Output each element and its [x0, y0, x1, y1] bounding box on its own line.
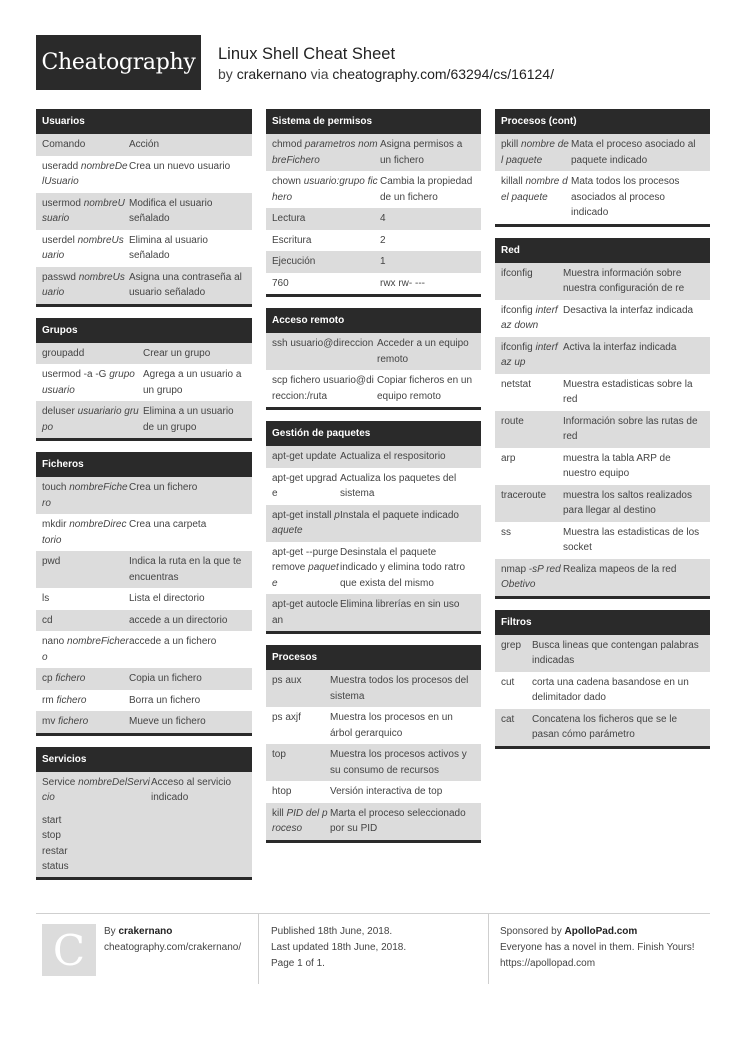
command-cell — [272, 449, 340, 465]
command-name: Escritura — [272, 234, 312, 246]
table-row — [36, 551, 252, 588]
description-cell: Busca lineas que contengan palabras indicadas — [532, 639, 699, 666]
table-row — [266, 542, 481, 595]
description-cell: muestra la tabla ARP de nuestro equipo — [563, 452, 671, 479]
service-action: restar — [42, 845, 68, 857]
service-action: stop — [42, 830, 61, 841]
page-title: Linux Shell Cheat Sheet — [218, 45, 396, 63]
table-row — [495, 337, 710, 374]
table-row — [36, 343, 252, 365]
section-title: Grupos — [36, 318, 252, 343]
via-label: via — [310, 66, 329, 82]
command-cell — [272, 233, 380, 249]
page-subtitle — [218, 66, 554, 82]
table-row — [266, 594, 481, 631]
description-cell: Asigna permisos a un fichero — [380, 139, 463, 166]
table-row — [495, 171, 710, 224]
description-cell: Indica la ruta en la que te encuentras — [129, 556, 242, 583]
command-name: passwd — [42, 271, 76, 283]
command-name: mv — [42, 716, 56, 727]
section-gestion-de-paquetes — [266, 421, 481, 634]
command-cell — [42, 554, 129, 585]
command-name: Lectura — [272, 213, 306, 224]
sponsor-url[interactable]: https://apollopad.com — [500, 958, 596, 969]
section-rows — [36, 772, 252, 809]
description-cell: Cambia la propiedad de un fichero — [380, 176, 473, 203]
footer-divider — [488, 914, 489, 984]
command-argument: paquete — [272, 562, 339, 589]
description-cell: Muestra las estadisticas de los socket — [563, 526, 700, 553]
section-title: Servicios — [36, 747, 252, 772]
by-label: by — [218, 66, 233, 82]
description-cell: Asigna una contraseña al usuario señalado — [129, 271, 242, 298]
table-row — [266, 251, 481, 273]
cheatography-logo[interactable]: Cheatography — [36, 35, 201, 90]
command-argument: nombre del paquete — [501, 176, 568, 203]
command-argument: grupo usuario — [42, 369, 135, 396]
description-cell: Acción — [129, 139, 160, 150]
table-row — [36, 230, 252, 267]
description-cell: Elimina a un usuario de un grupo — [143, 406, 234, 433]
description-cell: 2 — [380, 234, 386, 246]
section-filtros — [495, 610, 710, 749]
table-row — [36, 477, 252, 514]
section-procesos-cont — [495, 109, 710, 227]
command-argument: PID del proceso — [272, 807, 328, 834]
command-cell — [272, 137, 380, 168]
command-cell — [42, 634, 129, 665]
command-cell — [272, 276, 380, 292]
description-cell: Agrega a un usuario a un grupo — [143, 369, 242, 396]
table-row — [266, 803, 481, 840]
command-name: ps aux — [272, 675, 302, 686]
section-title: Usuarios — [36, 109, 252, 134]
command-argument: parametros nombreFichero — [272, 139, 378, 166]
command-argument: nombreFichero — [42, 636, 129, 663]
description-cell: Muestra todos los procesos del sistema — [330, 675, 469, 702]
command-name: userdel — [42, 234, 75, 246]
table-row — [266, 670, 481, 707]
footer-sponsor — [500, 924, 695, 972]
command-argument: nombreUsuario — [42, 271, 125, 298]
command-argument: usuario:grupo fichero — [272, 176, 378, 203]
command-name: usermod -a -G — [42, 369, 107, 380]
description-cell: Muestra los procesos en un árbol gerarquico — [330, 712, 453, 739]
command-cell — [42, 346, 143, 362]
command-name: pwd — [42, 556, 61, 567]
description-cell: Actualiza los paquetes del sistema — [340, 472, 457, 499]
table-row — [495, 448, 710, 485]
sponsor-tagline: Everyone has a novel in them. Finish Yours! — [500, 942, 695, 953]
table-row — [36, 610, 252, 632]
command-name: arp — [501, 452, 516, 464]
command-cell — [272, 806, 330, 837]
section-rows — [266, 446, 481, 631]
command-cell — [272, 373, 377, 404]
table-row — [36, 267, 252, 304]
section-servicios — [36, 747, 252, 880]
command-name: chown — [272, 176, 301, 187]
footer-by-label: By — [104, 926, 116, 937]
column-3 — [495, 109, 710, 760]
section-sistema-de-permisos — [266, 109, 481, 297]
section-rows — [36, 343, 252, 439]
command-cell — [272, 710, 330, 741]
command-cell — [272, 597, 340, 628]
table-row — [495, 263, 710, 300]
table-row — [266, 744, 481, 781]
column-1 — [36, 109, 252, 891]
description-cell: Mueve un fichero — [129, 716, 206, 727]
command-name: apt-get install — [272, 509, 332, 521]
section-title: Red — [495, 238, 710, 263]
command-cell — [272, 784, 330, 800]
command-cell — [501, 562, 563, 593]
command-cell — [272, 673, 330, 704]
command-cell — [42, 517, 129, 548]
command-argument: interfaz up — [501, 341, 558, 368]
section-rows — [266, 134, 481, 294]
service-actions — [36, 809, 252, 877]
command-name: mkdir — [42, 519, 67, 530]
command-argument: paquete — [272, 509, 340, 536]
section-title: Procesos — [266, 645, 481, 670]
command-cell — [501, 137, 571, 168]
description-cell: Crear un grupo — [143, 347, 211, 359]
command-name: Ejecución — [272, 256, 316, 267]
command-cell — [272, 747, 330, 778]
footer-dates — [271, 924, 406, 972]
description-cell: Concatena los ficheros que se le pasan cómo parámetro — [532, 713, 678, 740]
table-row — [495, 411, 710, 448]
command-cell — [42, 270, 129, 301]
table-row — [36, 156, 252, 193]
command-argument: nombre del paquete — [501, 139, 569, 166]
command-name: ifconfig — [501, 304, 533, 316]
table-row — [266, 333, 481, 370]
description-cell: Mata el proceso asociado al paquete indicado — [571, 139, 696, 166]
table-row — [266, 273, 481, 295]
table-row — [266, 230, 481, 252]
command-name: cat — [501, 713, 515, 725]
page-number: Page 1 of 1. — [271, 958, 325, 969]
command-name: traceroute — [501, 489, 547, 501]
description-cell: Elimina librerías en sin uso — [340, 599, 460, 610]
command-name: touch — [42, 482, 67, 493]
command-argument: fichero — [55, 673, 86, 684]
table-row — [495, 134, 710, 171]
command-cell — [42, 404, 143, 435]
table-row — [266, 781, 481, 803]
section-rows — [495, 635, 710, 746]
sheet-footer — [36, 913, 710, 983]
command-cell — [272, 174, 380, 205]
table-row — [266, 446, 481, 468]
command-name: rm — [42, 694, 54, 706]
table-row — [36, 772, 252, 809]
command-name: apt-get upgrade — [272, 472, 338, 499]
section-title: Filtros — [495, 610, 710, 635]
description-cell: Copiar ficheros en un equipo remoto — [377, 375, 473, 402]
command-name: 760 — [272, 277, 289, 289]
command-name: grep — [501, 639, 522, 651]
command-name: deluser — [42, 406, 75, 417]
service-action: status — [42, 861, 69, 872]
description-cell: Crea un fichero — [129, 482, 198, 493]
description-cell: accede a un fichero — [129, 636, 217, 647]
command-argument: nombreUsuario — [42, 234, 124, 261]
description-cell: Marta el proceso seleccionado por su PID — [330, 807, 466, 834]
description-cell: accede a un directorio — [129, 614, 228, 626]
table-row — [495, 374, 710, 411]
sponsored-by-label: Sponsored by — [500, 926, 562, 937]
table-row — [495, 485, 710, 522]
command-cell — [42, 591, 129, 607]
description-cell: Activa la interfaz indicada — [563, 341, 677, 353]
command-cell — [501, 377, 563, 408]
command-cell — [42, 196, 129, 227]
command-name: cd — [42, 614, 53, 626]
section-rows — [495, 134, 710, 224]
command-cell — [501, 451, 563, 482]
command-argument: fichero — [58, 716, 89, 727]
column-2 — [266, 109, 481, 854]
section-title: Gestión de paquetes — [266, 421, 481, 446]
description-cell: muestra los saltos realizados para llegar al destino — [563, 489, 692, 516]
table-row — [266, 134, 481, 171]
sheet-header — [36, 35, 716, 90]
description-cell: Acceso al servicio indicado — [151, 776, 232, 803]
command-argument: nombreFichero — [42, 482, 128, 509]
command-name: ss — [501, 526, 511, 538]
updated-date: Last updated 18th June, 2018. — [271, 942, 407, 953]
section-ficheros — [36, 452, 252, 736]
command-argument: nombreDelServicio — [42, 776, 150, 803]
command-name: apt-get update — [272, 451, 337, 462]
section-acceso-remoto — [266, 308, 481, 410]
command-name: ps axjf — [272, 712, 301, 723]
command-cell — [272, 336, 377, 367]
description-cell: 1 — [380, 256, 386, 267]
sponsor-name[interactable]: ApolloPad.com — [564, 926, 638, 937]
command-cell — [42, 233, 129, 264]
description-cell: Muestra información sobre nuestra configuración de re — [563, 267, 685, 294]
table-row — [495, 559, 710, 596]
command-argument: -sP redObetivo — [501, 563, 561, 590]
description-cell: Crea una carpeta — [129, 519, 207, 530]
service-action: start — [42, 814, 62, 826]
description-cell: Desactiva la interfaz indicada — [563, 304, 694, 316]
description-cell: 4 — [380, 213, 386, 224]
table-row — [36, 364, 252, 401]
table-row — [36, 193, 252, 230]
description-cell: Acceder a un equipo remoto — [377, 338, 469, 365]
command-cell — [501, 174, 571, 221]
command-name: cut — [501, 676, 515, 688]
command-name: scp fichero usuario@direccion:/ruta — [272, 375, 374, 402]
table-row — [266, 707, 481, 744]
command-cell — [42, 159, 129, 190]
command-name: ls — [42, 593, 50, 604]
command-cell — [42, 137, 129, 153]
author-link[interactable]: crakernano — [236, 66, 307, 82]
command-name: Service — [42, 776, 76, 788]
section-rows — [266, 333, 481, 407]
description-cell: Modifica el usuario señalado — [129, 197, 213, 224]
table-row — [36, 401, 252, 438]
command-cell — [42, 775, 151, 806]
description-cell: Desinstala el paquete indicado y elimina todo ratro que exista del mismo — [340, 546, 466, 589]
section-title: Ficheros — [36, 452, 252, 477]
command-name: Comando — [42, 139, 86, 150]
command-cell — [272, 211, 380, 227]
table-row — [266, 208, 481, 230]
description-cell: rwx rw- --- — [380, 277, 425, 289]
command-name: ifconfig — [501, 341, 533, 353]
table-row — [495, 709, 710, 746]
command-cell — [42, 671, 129, 687]
command-name: chmod — [272, 139, 303, 150]
section-red — [495, 238, 710, 599]
table-row — [36, 134, 252, 156]
command-name: nano — [42, 636, 65, 647]
command-name: htop — [272, 786, 292, 797]
footer-author — [104, 924, 241, 956]
description-cell: Muestra los procesos activos y su consumo de recursos — [330, 749, 467, 776]
cheatography-c-logo: C — [42, 924, 96, 976]
table-row — [495, 635, 710, 672]
command-cell — [501, 266, 563, 297]
command-cell — [501, 712, 532, 743]
section-usuarios — [36, 109, 252, 307]
command-name: kill — [272, 807, 284, 819]
sheet-url-link[interactable]: cheatography.com/63294/cs/16124/ — [332, 66, 554, 82]
description-cell: Versión interactiva de top — [330, 786, 443, 797]
section-title: Acceso remoto — [266, 308, 481, 333]
command-name: apt-get --purge remove — [272, 546, 339, 573]
footer-divider — [258, 914, 259, 984]
table-row — [266, 505, 481, 542]
command-cell — [272, 254, 380, 270]
command-argument: fichero — [56, 694, 87, 706]
command-cell — [501, 638, 532, 669]
command-name: ifconfig — [501, 267, 533, 279]
command-name: nmap — [501, 563, 527, 575]
command-cell — [42, 367, 143, 398]
table-row — [266, 370, 481, 407]
table-row — [495, 522, 710, 559]
table-row — [36, 668, 252, 690]
command-name: groupadd — [42, 347, 85, 359]
description-cell: Crea un nuevo usuario — [129, 160, 231, 172]
command-cell — [42, 480, 129, 511]
table-row — [36, 588, 252, 610]
command-name: killall — [501, 176, 523, 187]
footer-author-url[interactable]: cheatography.com/crakernano/ — [104, 942, 242, 953]
section-procesos — [266, 645, 481, 843]
command-argument: usuariario grupo — [42, 406, 139, 433]
description-cell: Información sobre las rutas de red — [563, 415, 698, 442]
description-cell: Instala el paquete indicado — [340, 509, 459, 521]
table-row — [36, 711, 252, 733]
description-cell: Muestra estadisticas sobre la red — [563, 378, 693, 405]
command-cell — [42, 693, 129, 709]
command-cell — [42, 613, 129, 629]
command-argument: nombreUsuario — [42, 197, 125, 224]
command-cell — [501, 525, 563, 556]
table-row — [36, 514, 252, 551]
section-grupos — [36, 318, 252, 442]
command-name: apt-get autoclean — [272, 599, 339, 626]
table-row — [266, 468, 481, 505]
section-rows — [495, 263, 710, 596]
command-cell — [501, 675, 532, 706]
section-rows — [266, 670, 481, 840]
description-cell: Copia un fichero — [129, 673, 202, 684]
command-name: pkill — [501, 139, 519, 150]
command-cell — [501, 340, 563, 371]
section-rows — [36, 134, 252, 304]
section-title: Procesos (cont) — [495, 109, 710, 134]
command-name: useradd — [42, 160, 79, 172]
command-cell — [42, 714, 129, 730]
table-row — [495, 300, 710, 337]
description-cell: corta una cadena basandose en un delimitador dado — [532, 676, 689, 703]
command-cell — [501, 488, 563, 519]
command-argument: nombreDelUsuario — [42, 160, 128, 187]
command-name: ssh usuario@direccion — [272, 338, 374, 349]
description-cell: Lista el directorio — [129, 593, 205, 604]
footer-author-name[interactable]: crakernano — [118, 926, 173, 937]
command-cell — [272, 545, 340, 592]
description-cell: Realiza mapeos de la red — [563, 563, 677, 575]
table-row — [36, 690, 252, 712]
command-argument: interfaz down — [501, 304, 558, 331]
command-name: usermod — [42, 197, 81, 209]
command-name: route — [501, 415, 524, 427]
command-cell — [272, 471, 340, 502]
table-row — [495, 672, 710, 709]
command-cell — [501, 303, 563, 334]
description-cell: Mata todos los procesos asociados al proceso indicado — [571, 176, 680, 218]
description-cell: Elimina al usuario señalado — [129, 234, 208, 261]
command-name: top — [272, 749, 286, 760]
description-cell: Actualiza el respositorio — [340, 451, 446, 462]
command-name: cp — [42, 673, 53, 684]
table-row — [36, 631, 252, 668]
table-row — [266, 171, 481, 208]
published-date: Published 18th June, 2018. — [271, 926, 393, 937]
command-cell — [501, 414, 563, 445]
description-cell: Borra un fichero — [129, 694, 201, 706]
section-rows — [36, 477, 252, 733]
section-title: Sistema de permisos — [266, 109, 481, 134]
command-name: netstat — [501, 378, 532, 390]
command-argument: nombreDirectorio — [42, 519, 127, 546]
command-cell — [272, 508, 340, 539]
